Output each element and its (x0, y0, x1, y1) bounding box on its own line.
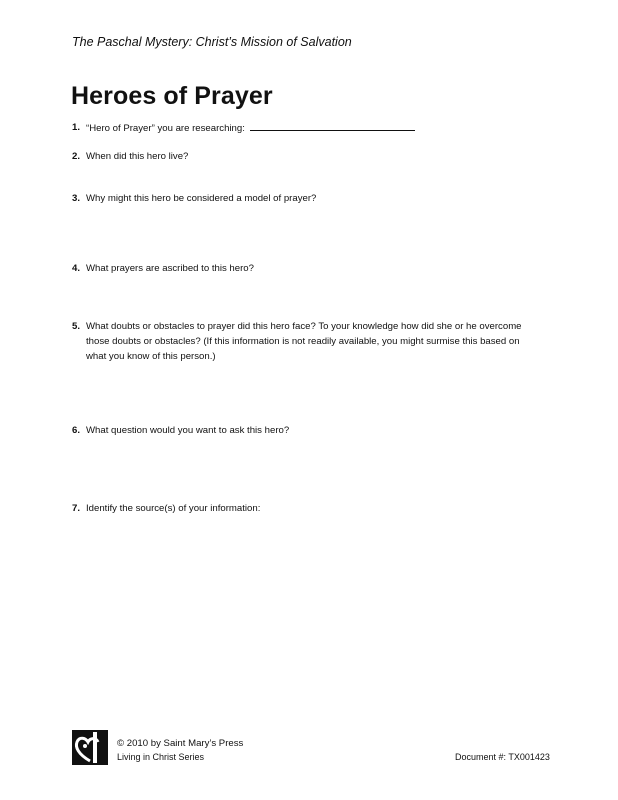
series-name: Living in Christ Series (117, 752, 205, 762)
question-number: 1. (72, 122, 81, 133)
question-4 (72, 261, 542, 276)
document-number: Document #: TX001423 (455, 752, 550, 762)
question-text: When did this hero live? (86, 151, 189, 162)
question-2 (72, 149, 542, 164)
question-text: What prayers are ascribed to this hero? (86, 263, 254, 274)
question-text: What doubts or obstacles to prayer did this hero face? To your knowledge how did she or he overcome those doubts or obstacles? (If this information is not readily available, you might surmise this based on what you know of this person.) (86, 321, 522, 362)
question-text: “Hero of Prayer” you are researching: (86, 123, 245, 134)
question-number: 6. (72, 425, 81, 436)
question-6 (72, 423, 542, 438)
publisher-logo (72, 730, 108, 765)
question-1 (72, 120, 542, 136)
question-number: 7. (72, 503, 81, 514)
page-title: Heroes of Prayer (71, 82, 273, 110)
question-number: 4. (72, 263, 81, 274)
question-text: Identify the source(s) of your information: (86, 503, 261, 514)
question-text: What question would you want to ask this hero? (86, 425, 290, 436)
question-7 (72, 501, 542, 516)
copyright: © 2010 by Saint Mary’s Press (117, 738, 244, 749)
question-3 (72, 191, 542, 206)
running-header: The Paschal Mystery: Christ’s Mission of Salvation (72, 35, 352, 49)
answer-blank-line[interactable] (250, 120, 415, 131)
question-text: Why might this hero be considered a model of prayer? (86, 193, 317, 204)
question-number: 5. (72, 321, 81, 332)
question-5 (72, 319, 527, 364)
question-number: 2. (72, 151, 81, 162)
heart-cross-logo-icon (72, 730, 108, 765)
question-number: 3. (72, 193, 81, 204)
